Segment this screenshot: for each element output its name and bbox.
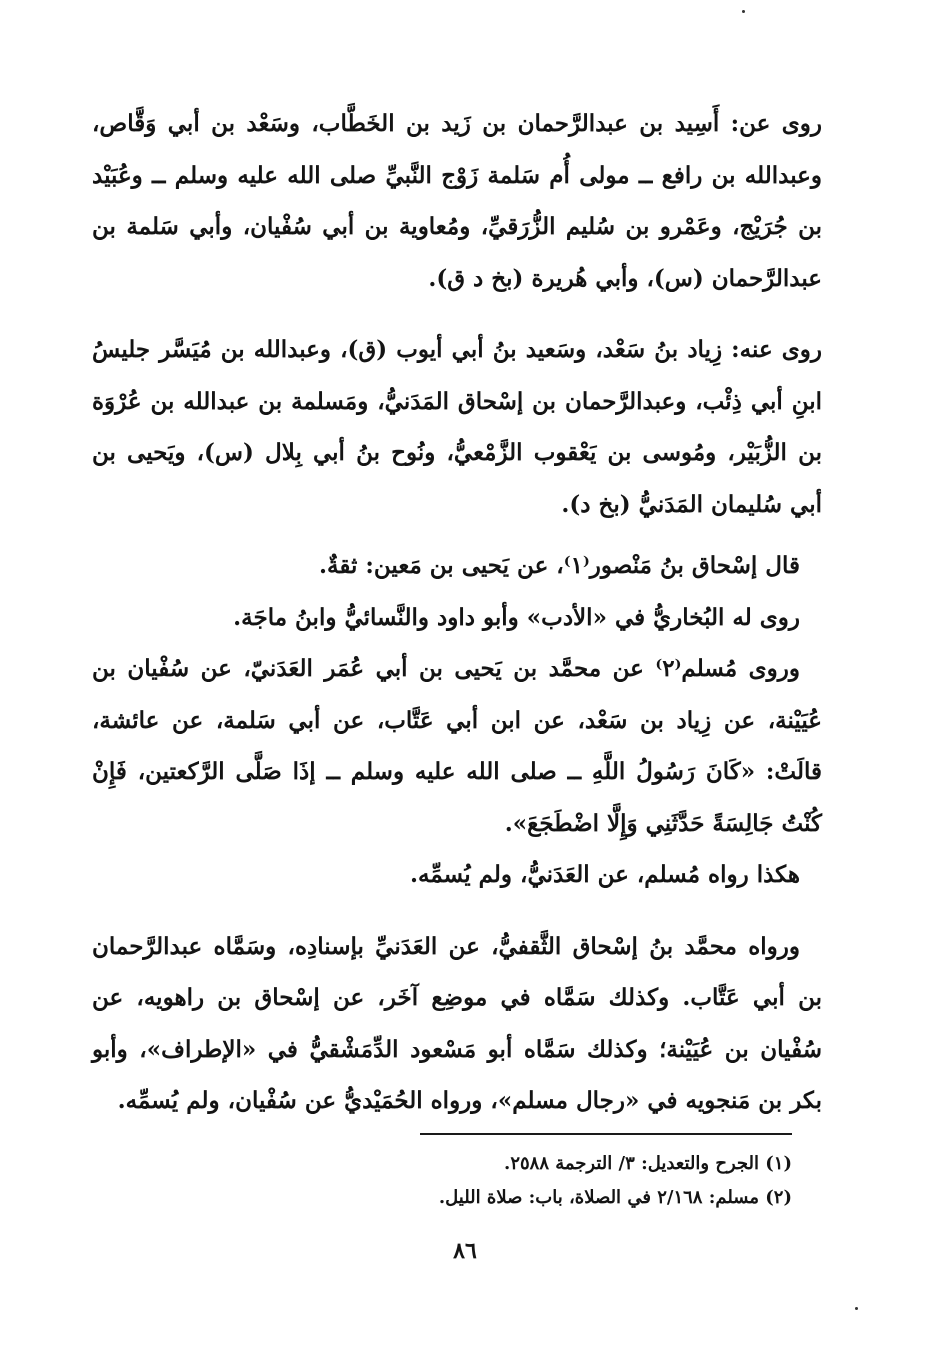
scan-speck xyxy=(742,10,745,13)
paragraph-muslim-hadith: وروى مُسلم⁽٢⁾ عن محمَّد بن يَحيى بن أبي عُمَر العَدَنيّ، عن سُفْيان بن عُيَيْنة، عن زِياد بن سَعْد، عن ابن أبي عَتَّاب، عن أبي سَلمة، عن عائشة، قالَتْ: «كَانَ رَسُولُ اللَّهِ ــ صلى الله عليه وسلم ــ إذَا صَلَّى الرَّكعتين، فَإِنْ كُنْتُ جَالِسَةً حَدَّثَنِي وَإِلَّا اضْطَجَعَ». xyxy=(92,655,822,837)
scan-speck xyxy=(855,1307,858,1310)
paragraph-narrated-from: روى عن: أَسِيد بن عبدالرَّحمان بن زَيد بن الخَطَّاب، وسَعْد بن أبي وَقَّاص، وعبدالله بن رافع ــ مولى أُم سَلمة زَوْج النَّبيِّ صلى الله عليه وسلم ــ وعُبَيْد بن جُرَيْج، وعَمْرو بن سُليم الزُّرَقيِّ، ومُعاوية بن أبي سُفْيان، وأبي سَلمة بن عبدالرَّحمان (س)، وأبي هُريرة (بخ د ق). xyxy=(92,110,822,292)
main-text xyxy=(92,98,822,1127)
paragraph-thaqafi-narration: ورواه محمَّد بنُ إسْحاق الثَّقفيُّ، عن العَدَنيِّ بإسنادِه، وسَمَّاه عبدالرَّحمان بن أبي عَتَّاب. وكذلك سَمَّاه في موضِع آخَر، عن إسْحاق بن راهويه، عن سُفْيان بن عُيَيْنة؛ وكذلك سَمَّاه أبو مَسْعود الدِّمَشْقيُّ في «الإطراف»، وأبو بكر بن مَنجويه في «رجال مسلم»، ورواه الحُمَيْديُّ عن سُفْيان، ولم يُسمِّه. xyxy=(92,932,822,1114)
paragraph-narrated-by: روى عنه: زِياد بنُ سَعْد، وسَعيد بنُ أبي أيوب (ق)، وعبدالله بن مُيَسَّر جليسُ ابنِ أبي ذِئْب، وعبدالرَّحمان بن إسْحاق المَدَنيُّ، ومَسلمة بن عبدالله بن عُرْوَة بن الزُّبَيْر، ومُوسى بن يَعْقوب الزَّمْعيُّ، ونُوح بنُ أبي بِلال (س)، ويَحيى بن أبي سُليمان المَدَنيُّ (بخ د). xyxy=(92,336,822,518)
page-number: ٨٦ xyxy=(453,1238,477,1264)
footnote-1: (١) الجرح والتعديل: ٣/ الترجمة ٢٥٨٨. xyxy=(504,1153,792,1174)
footnote-divider xyxy=(420,1133,792,1135)
paragraph-ishaq-statement: قال إسْحاق بنُ مَنْصور⁽١⁾، عن يَحيى بن مَعين: ثقةٌ. xyxy=(319,552,800,579)
paragraph-muslim-note: هكذا رواه مُسلم، عن العَدَنيُّ، ولم يُسمِّه. xyxy=(410,861,800,888)
footnotes xyxy=(92,1147,792,1215)
footnote-2: (٢) مسلم: ٢/١٦٨ في الصلاة، باب: صلاة الليل. xyxy=(438,1187,792,1208)
paragraph-narrated-for: روى له البُخاريُّ في «الأدب» وأبو داود والنَّسائيُّ وابنُ ماجَة. xyxy=(233,603,800,631)
